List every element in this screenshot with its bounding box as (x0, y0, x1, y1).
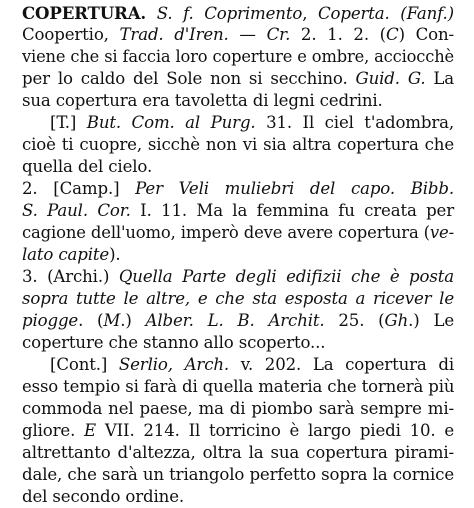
text-segment: Alber. L. B. Archit. (145, 311, 325, 330)
entry-line (22, 90, 454, 112)
text-segment: [T.] (50, 113, 87, 132)
text-segment: sopra tutte le altre, e che sta esposta a ricever le (22, 289, 454, 308)
text-segment: Trad. d'Iren. — Cr. (119, 25, 291, 44)
text-segment: Quella Parte degli edifizii che è posta (118, 267, 454, 286)
text-segment: 2. [Camp.] (22, 179, 136, 198)
text-segment: C (386, 25, 399, 44)
text-segment: v. 202. La copertura di (229, 355, 454, 374)
entry-line (22, 288, 454, 310)
text-segment: ve- (429, 223, 455, 242)
text-segment: La (425, 69, 455, 88)
text-segment: viene che si faccia loro coperture e ombre, acciocchè (22, 47, 455, 66)
text-segment: [Cont.] (50, 355, 119, 374)
entry-line (50, 354, 454, 376)
text-segment: VII. 214. Il torricino è largo piedi 10. e (96, 421, 454, 440)
entry-line (22, 222, 454, 244)
entry-line (50, 112, 454, 134)
text-segment: ). (109, 245, 121, 264)
text-segment: M (103, 311, 121, 330)
text-segment: commoda nel paese, ma di piombo sarà sempre mi- (22, 399, 454, 418)
entry-line (22, 398, 454, 420)
entry-line (22, 442, 454, 464)
text-segment: dale, che sarà un triangolo perfetto sopra la cornice (22, 465, 454, 484)
text-segment: Gh (384, 311, 409, 330)
text-segment: esso tempio si farà di quella materia che tornerà più (22, 377, 455, 396)
text-segment: Serlio, Arch. (118, 355, 229, 374)
text-segment: Per Veli muliebri del capo. Bibb. (135, 179, 454, 198)
text-segment: cagione dell'uomo, imperò deve avere copertura ( (22, 223, 430, 242)
text-segment: quella del cielo. (22, 157, 153, 176)
text-segment: Guid. G. (355, 69, 426, 88)
entry-line (22, 244, 454, 266)
text-segment: S. Paul. Cor. (22, 201, 131, 220)
text-segment: 2. 1. 2. ( (290, 25, 387, 44)
text-segment: piogge (22, 311, 79, 330)
text-segment: sua copertura era tavoletta di legni cedrini. (22, 91, 383, 110)
text-segment: 25. ( (324, 311, 385, 330)
entry-line (22, 376, 454, 398)
text-segment: E (84, 421, 96, 440)
text-segment: cioè ti cuopre, sicchè non vi sia altra copertura che (22, 135, 454, 154)
entry-line (22, 420, 454, 442)
text-segment: 31. Il ciel t'adombra, (255, 113, 454, 132)
text-segment: ) Con- (398, 25, 454, 44)
text-segment: , (302, 4, 318, 23)
text-segment: altrettanto d'altezza, oltra la sua copertura pirami- (22, 443, 454, 462)
entry-line (22, 2, 454, 25)
entry-line (22, 134, 454, 156)
text-segment (146, 4, 157, 23)
text-segment: 3. (Archi.) (22, 267, 119, 286)
text-segment: But. Com. al Purg. (86, 113, 256, 132)
text-segment: . ( (78, 311, 104, 330)
entry-line (22, 46, 454, 68)
text-segment: gliore. (22, 421, 85, 440)
text-segment: Coopertio, (22, 25, 120, 44)
entry-line (22, 156, 454, 178)
entry-line (22, 68, 454, 90)
entry-line (22, 486, 454, 508)
entry-line (22, 332, 454, 354)
text-segment: del secondo ordine. (22, 487, 185, 506)
text-segment: coperture che stanno allo scoperto... (22, 333, 326, 352)
entry-line (22, 464, 454, 486)
entry-line (22, 24, 454, 46)
entry-line (22, 310, 454, 332)
text-segment: S. f. Coprimento (156, 4, 303, 23)
text-segment: COPERTURA. (22, 3, 147, 23)
entry-line (22, 266, 454, 288)
text-segment: I. 11. Ma la femmina fu creata per (130, 201, 454, 220)
text-segment: .) (120, 311, 146, 330)
text-segment: Coperta. (Fanf.) (317, 4, 454, 23)
text-segment: .) Le (408, 311, 454, 330)
text-segment: per lo caldo del Sole non si secchino. (22, 69, 356, 88)
text-segment: lato capite (22, 245, 110, 264)
entry-line (22, 178, 454, 200)
entry-line (22, 200, 454, 222)
